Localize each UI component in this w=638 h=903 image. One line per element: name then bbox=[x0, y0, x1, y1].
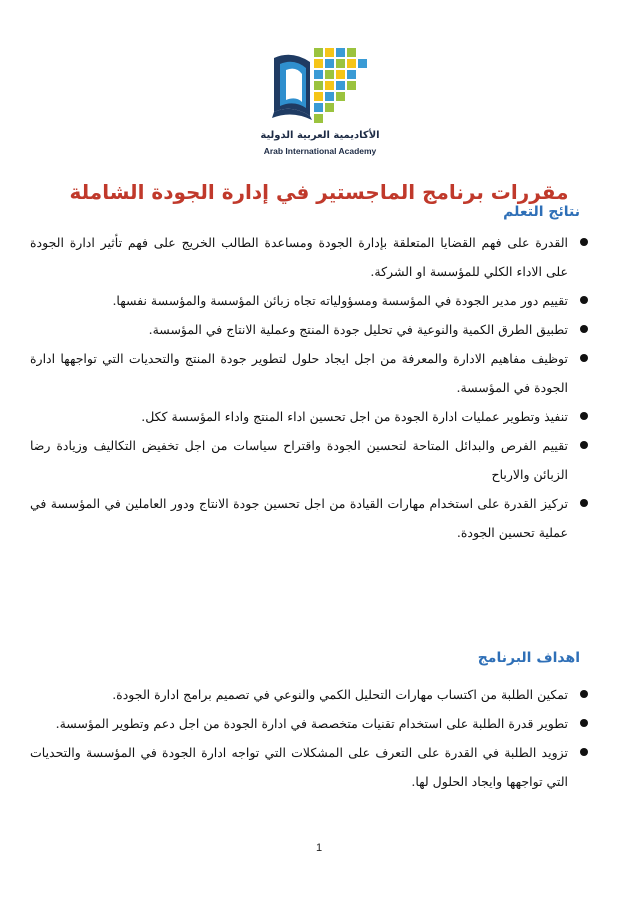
list-item: توظيف مفاهيم الادارة والمعرفة من اجل ايجاد حلول لتطوير جودة المنتج والتحديات التي تواجهها ادارة الجودة في المؤسسة. bbox=[30, 344, 590, 402]
program-objectives-heading: اهداف البرنامج bbox=[477, 650, 580, 666]
program-objectives-list bbox=[30, 680, 590, 796]
bullet-dot-icon bbox=[580, 296, 588, 304]
academy-logo-icon bbox=[268, 40, 368, 132]
bullet-dot-icon bbox=[580, 719, 588, 727]
bullet-dot-icon bbox=[580, 412, 588, 420]
list-item: تقييم الفرص والبدائل المتاحة لتحسين الجودة واقتراح سياسات من اجل تخفيض التكاليف وزيادة رضا الزبائن والارباح bbox=[30, 431, 590, 489]
bullet-dot-icon bbox=[580, 690, 588, 698]
learning-outcomes-heading: نتائج التعلم bbox=[503, 204, 580, 220]
page-number: 1 bbox=[315, 842, 323, 854]
list-item: تطبيق الطرق الكمية والنوعية في تحليل جودة المنتج وعملية الانتاج في المؤسسة. bbox=[30, 315, 590, 344]
bullet-dot-icon bbox=[580, 238, 588, 246]
logo-arabic-name: الأكاديمية العربية الدولية bbox=[260, 130, 380, 141]
list-item: تركيز القدرة على استخدام مهارات القيادة من اجل تحسين جودة الانتاج ودور العاملين في المؤسسة في عملية تحسين الجودة. bbox=[30, 489, 590, 547]
bullet-dot-icon bbox=[580, 499, 588, 507]
list-item: القدرة على فهم القضايا المتعلقة بإدارة الجودة ومساعدة الطالب الخريج على فهم تأثير ادارة الجودة على الاداء الكلي للمؤسسة او الشركة. bbox=[30, 228, 590, 286]
list-item: تزويد الطلبة في القدرة على التعرف على المشكلات التي تواجه ادارة الجودة في المؤسسة والتحديات التي تواجهها وايجاد الحلول لها. bbox=[30, 738, 590, 796]
list-item: تقييم دور مدير الجودة في المؤسسة ومسؤولياته تجاه زبائن المؤسسة والمؤسسة نفسها. bbox=[30, 286, 590, 315]
academy-logo bbox=[258, 40, 382, 170]
bullet-dot-icon bbox=[580, 325, 588, 333]
bullet-dot-icon bbox=[580, 748, 588, 756]
learning-outcomes-list bbox=[30, 228, 590, 547]
list-item: تمكين الطلبة من اكتساب مهارات التحليل الكمي والنوعي في تصميم برامج ادارة الجودة. bbox=[30, 680, 590, 709]
bullet-dot-icon bbox=[580, 354, 588, 362]
page-title: مقررات برنامج الماجستير في إدارة الجودة الشاملة bbox=[69, 180, 569, 204]
bullet-dot-icon bbox=[580, 441, 588, 449]
logo-english-name: Arab International Academy bbox=[263, 146, 377, 156]
list-item: تنفيذ وتطوير عمليات ادارة الجودة من اجل تحسين اداء المنتج واداء المؤسسة ككل. bbox=[30, 402, 590, 431]
list-item: تطوير قدرة الطلبة على استخدام تقنيات متخصصة في ادارة الجودة من اجل دعم وتطوير المؤسسة. bbox=[30, 709, 590, 738]
